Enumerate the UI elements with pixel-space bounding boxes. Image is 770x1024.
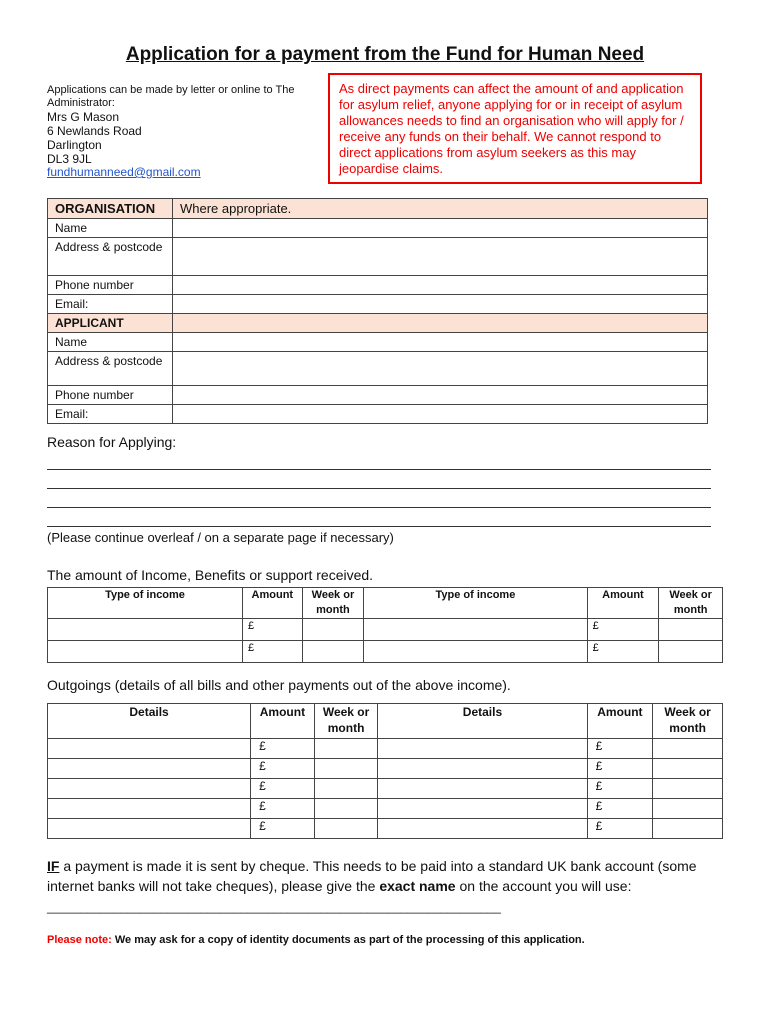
outgoing-amount-cell[interactable]: £	[587, 779, 653, 799]
outgoing-period-header: Week or month	[653, 704, 723, 739]
reason-heading: Reason for Applying:	[47, 434, 177, 450]
income-period-header: Week or month	[302, 588, 364, 619]
outgoing-details-cell[interactable]	[48, 799, 251, 819]
income-type-cell[interactable]	[364, 641, 587, 663]
outgoing-amount-cell[interactable]: £	[251, 739, 315, 759]
outgoing-period-cell[interactable]	[314, 759, 378, 779]
app-phone-field[interactable]	[173, 386, 708, 405]
outgoing-details-cell[interactable]	[48, 759, 251, 779]
org-name-field[interactable]	[173, 219, 708, 238]
reason-line[interactable]	[47, 526, 711, 527]
identity-note	[47, 934, 585, 946]
cheque-text-1: a payment is made it is sent by cheque. This needs to be paid into a standard UK bank account (some internet banks will not take cheques), please give the	[47, 858, 697, 894]
outgoing-details-cell[interactable]	[378, 799, 587, 819]
income-amount-cell[interactable]: £	[243, 641, 303, 663]
reason-note: (Please continue overleaf / on a separate page if necessary)	[47, 530, 394, 545]
org-email-label: Email:	[48, 295, 173, 314]
address-line: Mrs G Mason	[47, 110, 120, 124]
outgoing-details-cell[interactable]	[378, 759, 587, 779]
income-period-header: Week or month	[659, 588, 723, 619]
income-type-cell[interactable]	[364, 619, 587, 641]
outgoing-period-cell[interactable]	[314, 739, 378, 759]
income-type-cell[interactable]	[48, 641, 243, 663]
table-row	[48, 759, 723, 779]
income-period-cell[interactable]	[302, 619, 364, 641]
intro-text: Applications can be made by letter or online to The Administrator:	[47, 84, 295, 109]
income-amount-header: Amount	[243, 588, 303, 619]
table-row	[48, 819, 723, 839]
table-row	[48, 779, 723, 799]
cheque-text-2: on the account you will use:	[455, 878, 632, 894]
app-email-label: Email:	[48, 405, 173, 424]
outgoing-amount-cell[interactable]: £	[587, 819, 653, 839]
outgoing-amount-cell[interactable]: £	[587, 739, 653, 759]
organisation-header: ORGANISATION	[48, 199, 173, 219]
applicant-header-blank	[173, 314, 708, 333]
outgoing-period-cell[interactable]	[653, 779, 723, 799]
org-email-field[interactable]	[173, 295, 708, 314]
org-phone-label: Phone number	[48, 276, 173, 295]
reason-line[interactable]	[47, 507, 711, 508]
cheque-paragraph	[47, 856, 737, 917]
outgoing-amount-cell[interactable]: £	[251, 759, 315, 779]
outgoing-period-cell[interactable]	[653, 759, 723, 779]
table-row	[48, 799, 723, 819]
table-row	[48, 619, 723, 641]
income-type-header: Type of income	[364, 588, 587, 619]
outgoing-amount-header: Amount	[251, 704, 315, 739]
outgoing-amount-cell[interactable]: £	[251, 819, 315, 839]
outgoing-details-cell[interactable]	[378, 819, 587, 839]
email-link[interactable]: fundhumanneed@gmail.com	[47, 165, 201, 179]
outgoing-period-cell[interactable]	[314, 799, 378, 819]
outgoing-period-cell[interactable]	[653, 819, 723, 839]
income-period-cell[interactable]	[659, 641, 723, 663]
address-line: Darlington	[47, 138, 102, 152]
outgoing-details-header: Details	[378, 704, 587, 739]
app-address-field[interactable]	[173, 352, 708, 386]
org-phone-field[interactable]	[173, 276, 708, 295]
reason-line[interactable]	[47, 488, 711, 489]
outgoing-period-cell[interactable]	[314, 779, 378, 799]
income-period-cell[interactable]	[302, 641, 364, 663]
cheque-exact-name: exact name	[379, 878, 456, 894]
income-amount-header: Amount	[587, 588, 659, 619]
outgoing-period-cell[interactable]	[314, 819, 378, 839]
income-amount-cell[interactable]: £	[587, 641, 659, 663]
income-type-header: Type of income	[48, 588, 243, 619]
asylum-warning-box: As direct payments can affect the amount of and application for asylum relief, anyone applying for or in receipt of asylum allowances needs to find an organisation who will apply for / receive any funds on their behalf. We cannot respond to direct applications from asylum seekers as this may jeopardise claims.	[328, 73, 702, 184]
income-heading: The amount of Income, Benefits or support received.	[47, 567, 374, 583]
table-row	[48, 641, 723, 663]
app-phone-label: Phone number	[48, 386, 173, 405]
applicant-header: APPLICANT	[48, 314, 173, 333]
app-name-field[interactable]	[173, 333, 708, 352]
org-name-label: Name	[48, 219, 173, 238]
reason-line[interactable]	[47, 469, 711, 470]
income-table	[47, 587, 723, 663]
org-address-field[interactable]	[173, 238, 708, 276]
outgoing-amount-header: Amount	[587, 704, 653, 739]
income-period-cell[interactable]	[659, 619, 723, 641]
outgoing-details-cell[interactable]	[378, 779, 587, 799]
account-name-field[interactable]: ____________________________________________________________________	[47, 900, 501, 914]
income-amount-cell[interactable]: £	[587, 619, 659, 641]
outgoing-details-cell[interactable]	[48, 779, 251, 799]
note-label: Please note:	[47, 934, 112, 946]
outgoing-period-cell[interactable]	[653, 799, 723, 819]
app-address-label: Address & postcode	[48, 352, 173, 386]
income-amount-cell[interactable]: £	[243, 619, 303, 641]
app-email-field[interactable]	[173, 405, 708, 424]
outgoings-table	[47, 703, 723, 839]
address-line: DL3 9JL	[47, 152, 92, 166]
organisation-note: Where appropriate.	[173, 199, 708, 219]
outgoings-heading: Outgoings (details of all bills and other payments out of the above income).	[47, 677, 511, 693]
outgoing-details-cell[interactable]	[48, 819, 251, 839]
outgoing-amount-cell[interactable]: £	[251, 799, 315, 819]
note-text: We may ask for a copy of identity documents as part of the processing of this application.	[111, 934, 585, 946]
outgoing-amount-cell[interactable]: £	[251, 779, 315, 799]
outgoing-amount-cell[interactable]: £	[587, 799, 653, 819]
outgoing-details-cell[interactable]	[48, 739, 251, 759]
org-address-label: Address & postcode	[48, 238, 173, 276]
contact-table	[47, 198, 708, 424]
intro-block	[47, 84, 322, 180]
outgoing-details-header: Details	[48, 704, 251, 739]
address-line: 6 Newlands Road	[47, 124, 142, 138]
outgoing-period-header: Week or month	[314, 704, 378, 739]
outgoing-details-cell[interactable]	[378, 739, 587, 759]
app-name-label: Name	[48, 333, 173, 352]
outgoing-amount-cell[interactable]: £	[587, 759, 653, 779]
outgoing-period-cell[interactable]	[653, 739, 723, 759]
page-title: Application for a payment from the Fund for Human Need	[125, 44, 645, 65]
cheque-if: IF	[47, 858, 60, 874]
table-row	[48, 739, 723, 759]
income-type-cell[interactable]	[48, 619, 243, 641]
